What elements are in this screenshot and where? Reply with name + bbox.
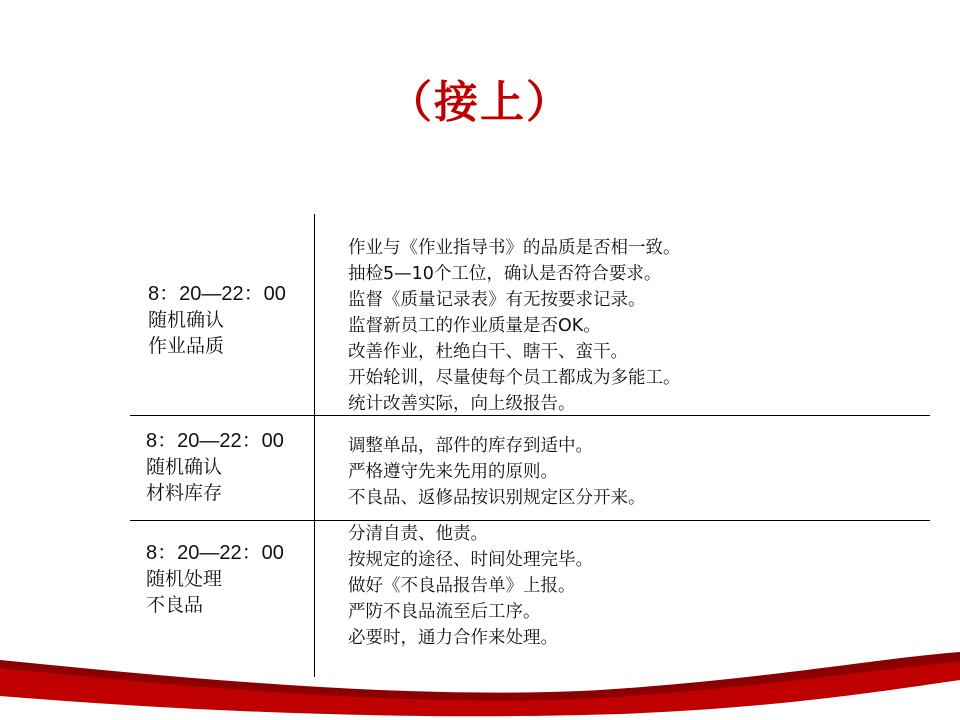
row-2-label-line-2: 材料库存 (146, 482, 223, 504)
row-1-item: 改善作业，杜绝白干、瞎干、蛮干。 (348, 342, 628, 362)
row-3-item: 做好《不良品报告单》上报。 (348, 576, 576, 596)
row-1-item: 开始轮训，尽量使每个员工都成为多能工。 (348, 368, 681, 388)
row-2-item: 调整单品，部件的库存到适中。 (348, 436, 593, 456)
row-1-item: 监督《质量记录表》有无按要求记录。 (348, 290, 646, 310)
slide-title: （接上） (388, 77, 572, 128)
row-3-item: 严防不良品流至后工序。 (348, 602, 541, 622)
footer-wave-decoration (0, 650, 960, 720)
row-1-label-line-2: 作业品质 (148, 335, 225, 357)
row-1-item: 抽检5—10个工位，确认是否符合要求。 (348, 264, 662, 284)
row-2-label-line-1: 随机确认 (146, 456, 223, 478)
row-3-item: 分清自责、他责。 (348, 524, 488, 544)
row-2-time: 8：20—22：00 (146, 430, 284, 452)
row-3-item: 必要时，通力合作来处理。 (348, 628, 558, 648)
row-1-item: 监督新员工的作业质量是否OK。 (348, 316, 601, 336)
row-3-time: 8：20—22：00 (146, 542, 284, 564)
row-3-items (348, 521, 593, 651)
table-column-divider (314, 214, 315, 677)
row-3-label (146, 540, 284, 618)
row-1-item: 统计改善实际，向上级报告。 (348, 394, 576, 414)
row-1-item: 作业与《作业指导书》的品质是否相一致。 (348, 238, 681, 258)
row-2-items (348, 433, 646, 511)
row-3-label-line-1: 随机处理 (146, 568, 223, 590)
row-3-item: 按规定的途径、时间处理完毕。 (348, 550, 593, 570)
row-1-label-line-1: 随机确认 (148, 309, 225, 331)
row-1-items (348, 235, 681, 417)
row-1-label (148, 281, 286, 359)
row-3-label-line-2: 不良品 (146, 594, 204, 616)
row-2-label (146, 428, 284, 506)
row-2-item: 严格遵守先来先用的原则。 (348, 462, 558, 482)
row-2-item: 不良品、返修品按识别规定区分开来。 (348, 488, 646, 508)
row-1-time: 8：20—22：00 (148, 283, 286, 305)
